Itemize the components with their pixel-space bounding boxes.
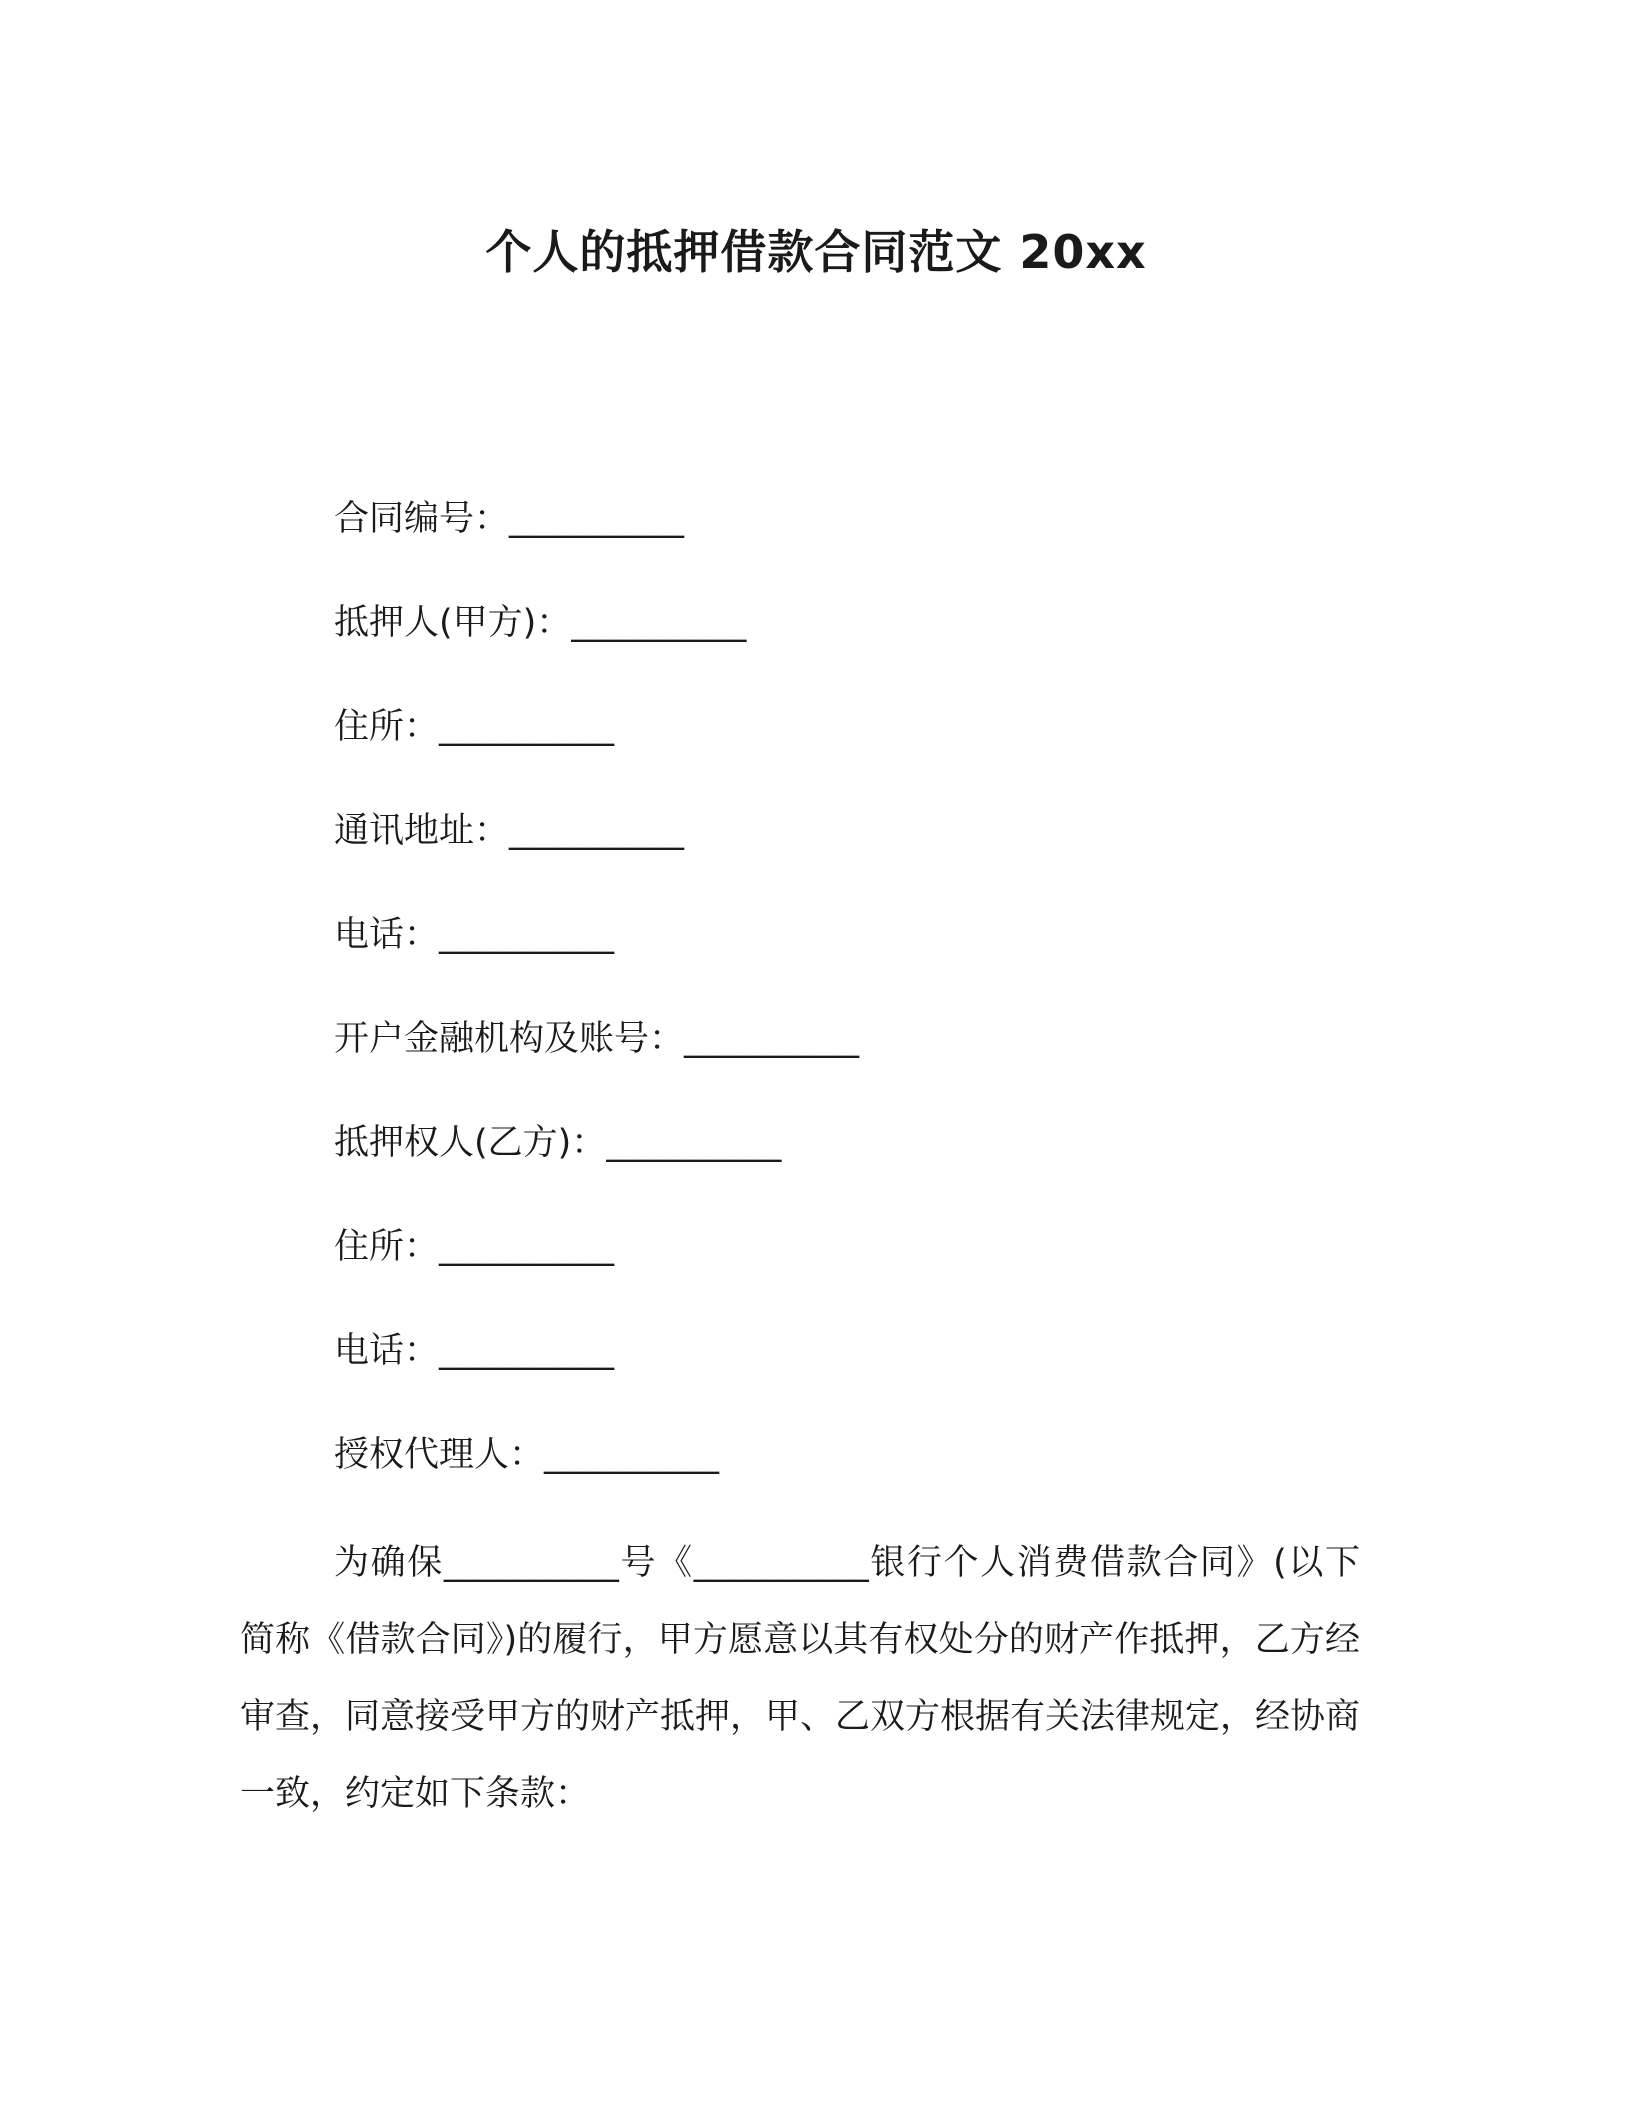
field-mortgagor <box>334 593 859 697</box>
field-label: 抵押权人(乙方)： <box>334 1123 607 1163</box>
field-authorized-agent <box>334 1425 859 1529</box>
field-blank: __________ <box>509 499 685 539</box>
document-title: 个人的抵押借款合同范文 20xx <box>485 225 1147 279</box>
contract-fields <box>334 489 859 1529</box>
field-mortgagee-residence <box>334 1217 859 1321</box>
field-blank: __________ <box>439 707 615 747</box>
field-blank: __________ <box>439 1331 615 1371</box>
field-blank: __________ <box>606 1123 782 1163</box>
field-bank-account <box>334 1009 859 1113</box>
field-blank: __________ <box>684 1019 860 1059</box>
field-label: 合同编号： <box>334 499 510 539</box>
field-mortgagee-phone <box>334 1321 859 1425</box>
field-blank: __________ <box>509 811 685 851</box>
field-mortgagee <box>334 1113 859 1217</box>
field-label: 住所： <box>334 1227 440 1267</box>
field-label: 电话： <box>334 915 440 955</box>
field-blank: __________ <box>571 603 747 643</box>
field-label: 开户金融机构及账号： <box>334 1019 685 1059</box>
field-mortgagor-residence <box>334 697 859 801</box>
field-label: 电话： <box>334 1331 440 1371</box>
field-label: 通讯地址： <box>334 811 510 851</box>
field-label: 住所： <box>334 707 440 747</box>
field-label: 授权代理人： <box>334 1435 545 1475</box>
field-blank: __________ <box>544 1435 720 1475</box>
field-mortgagor-phone <box>334 905 859 1009</box>
field-label: 抵押人(甲方)： <box>334 603 572 643</box>
field-blank: __________ <box>439 915 615 955</box>
field-blank: __________ <box>439 1227 615 1267</box>
field-contract-number <box>334 489 859 593</box>
field-mailing-address <box>334 801 859 905</box>
intro-paragraph: 为确保__________号《__________银行个人消费借款合同》(以下简称《借款合同》)的履行，甲方愿意以其有权处分的财产作抵押，乙方经审查，同意接受甲方的财产抵押，甲、乙双方根据有关法律规定，经协商一致，约定如下条款： <box>240 1543 1361 1814</box>
